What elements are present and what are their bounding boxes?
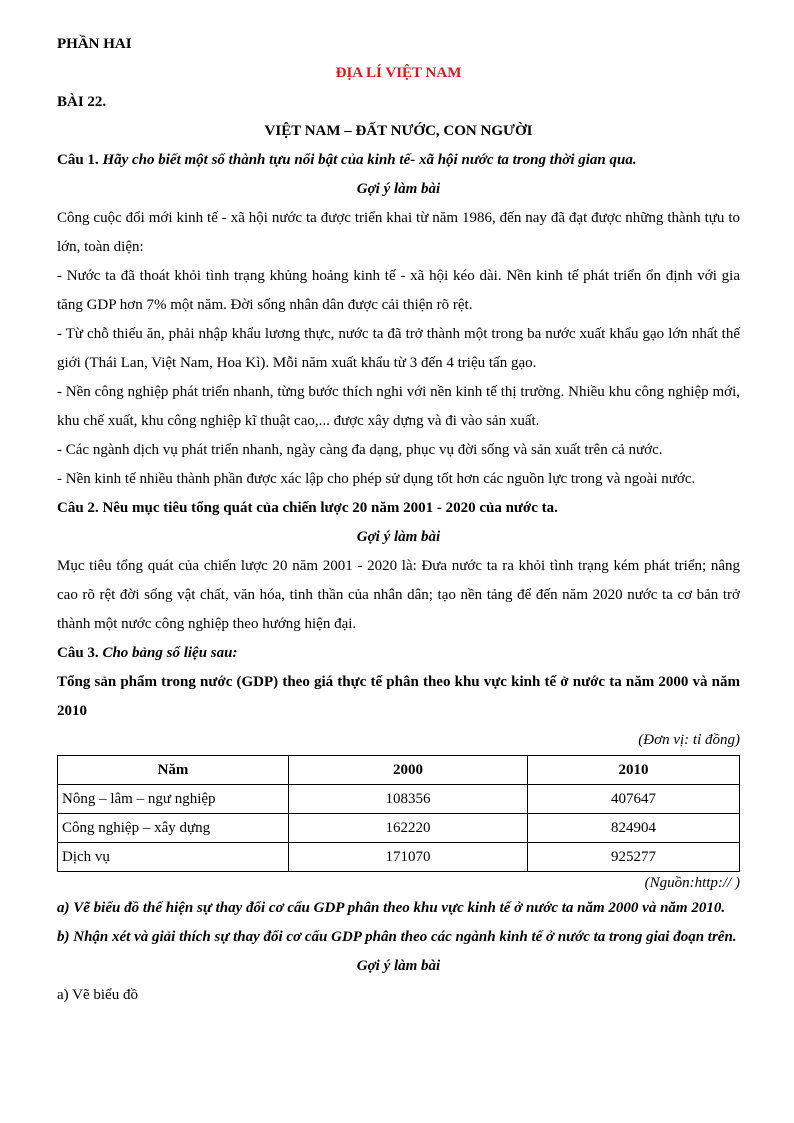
task-b: b) Nhận xét và giải thích sự thay đổi cơ cấu GDP phân theo các ngành kinh tế ở nước ta trong giai đoạn trên.: [57, 929, 737, 945]
question-1: [57, 146, 740, 175]
question-2-answer: Mục tiêu tổng quát của chiến lược 20 năm 2001 - 2020 là: Đưa nước ta ra khỏi tình trạng kém phát triển; nâng cao rõ rệt đời sống vật chất, văn hóa, tinh thần của nhân dân; tạo nền tảng để đến năm 2020 nước ta cơ bản trở thành một nước công nghiệp theo hướng hiện đại.: [57, 558, 740, 632]
table-cell: 407647: [528, 785, 740, 814]
answer-a: a) Vẽ biểu đồ: [57, 987, 138, 1003]
q1-paragraph: Công cuộc đổi mới kinh tế - xã hội nước ta được triển khai từ năm 1986, đến nay đã đạt được những thành tựu to lớn, toàn diện:: [57, 210, 740, 255]
q1-paragraph: - Nền công nghiệp phát triển nhanh, từng bước thích nghi với nền kinh tế thị trường. Nhiều khu công nghiệp mới, khu chế xuất, khu công nghiệp kĩ thuật cao,... được xây dựng và đi vào sản xuất.: [57, 384, 740, 429]
question-3-label: Câu 3.: [57, 645, 99, 661]
document-page: [57, 30, 740, 1010]
lesson-number: BÀI 22.: [57, 94, 107, 110]
table-row: [58, 785, 740, 814]
question-1-text: Hãy cho biết một số thành tựu nổi bật của kinh tế- xã hội nước ta trong thời gian qua.: [102, 152, 637, 168]
question-3-hint: Gợi ý làm bài: [356, 958, 441, 974]
question-2-hint: Gợi ý làm bài: [356, 529, 441, 545]
table-header-cell: Năm: [58, 756, 289, 785]
section-title: ĐỊA LÍ VIỆT NAM: [335, 65, 462, 81]
table-cell: 162220: [289, 814, 528, 843]
question-1-label: Câu 1.: [57, 152, 99, 168]
task-a: a) Vẽ biểu đồ thể hiện sự thay đổi cơ cấu GDP phân theo khu vực kinh tế ở nước ta năm 2000 và năm 2010.: [57, 900, 726, 916]
table-cell: Nông – lâm – ngư nghiệp: [58, 785, 289, 814]
question-2-text: Nêu mục tiêu tổng quát của chiến lược 20 năm 2001 - 2020 của nước ta.: [102, 500, 558, 516]
table-row: [58, 814, 740, 843]
q1-paragraph: - Nền kinh tế nhiều thành phần được xác lập cho phép sử dụng tốt hơn các nguồn lực trong và ngoài nước.: [57, 471, 696, 487]
lesson-title: VIỆT NAM – ĐẤT NƯỚC, CON NGƯỜI: [264, 123, 533, 139]
table-cell: 171070: [289, 843, 528, 872]
q1-paragraph: - Nước ta đã thoát khỏi tình trạng khủng hoảng kinh tế - xã hội kéo dài. Nền kinh tế phát triển ổn định với gia tăng GDP hơn 7% một năm. Đời sống nhân dân được cải thiện rõ rệt.: [57, 268, 740, 313]
table-cell: 108356: [289, 785, 528, 814]
table-unit: (Đơn vị: tỉ đồng): [638, 732, 740, 748]
gdp-table: [57, 755, 740, 872]
question-2-label: Câu 2.: [57, 500, 99, 516]
question-3: [57, 639, 740, 668]
table-cell: 925277: [528, 843, 740, 872]
part-heading: PHẦN HAI: [57, 36, 132, 52]
table-header-cell: 2010: [528, 756, 740, 785]
q1-paragraph: - Các ngành dịch vụ phát triển nhanh, ngày càng đa dạng, phục vụ đời sống và sản xuất trên cả nước.: [57, 442, 663, 458]
table-row: [58, 843, 740, 872]
question-2: [57, 494, 740, 523]
table-cell: 824904: [528, 814, 740, 843]
question-3-text: Cho bảng số liệu sau:: [102, 645, 238, 661]
table-header-row: [58, 756, 740, 785]
table-cell: Dịch vụ: [58, 843, 289, 872]
table-source: (Nguồn:http:// ): [644, 875, 740, 891]
table-title: Tổng sản phẩm trong nước (GDP) theo giá thực tế phân theo khu vực kinh tế ở nước ta năm 2000 và năm 2010: [57, 674, 740, 719]
q1-paragraph: - Từ chỗ thiếu ăn, phải nhập khẩu lương thực, nước ta đã trở thành một trong ba nước xuất khẩu gạo lớn nhất thế giới (Thái Lan, Việt Nam, Hoa Kì). Mỗi năm xuất khẩu từ 3 đến 4 triệu tấn gạo.: [57, 326, 740, 371]
table-header-cell: 2000: [289, 756, 528, 785]
question-1-hint: Gợi ý làm bài: [356, 181, 441, 197]
table-cell: Công nghiệp – xây dựng: [58, 814, 289, 843]
